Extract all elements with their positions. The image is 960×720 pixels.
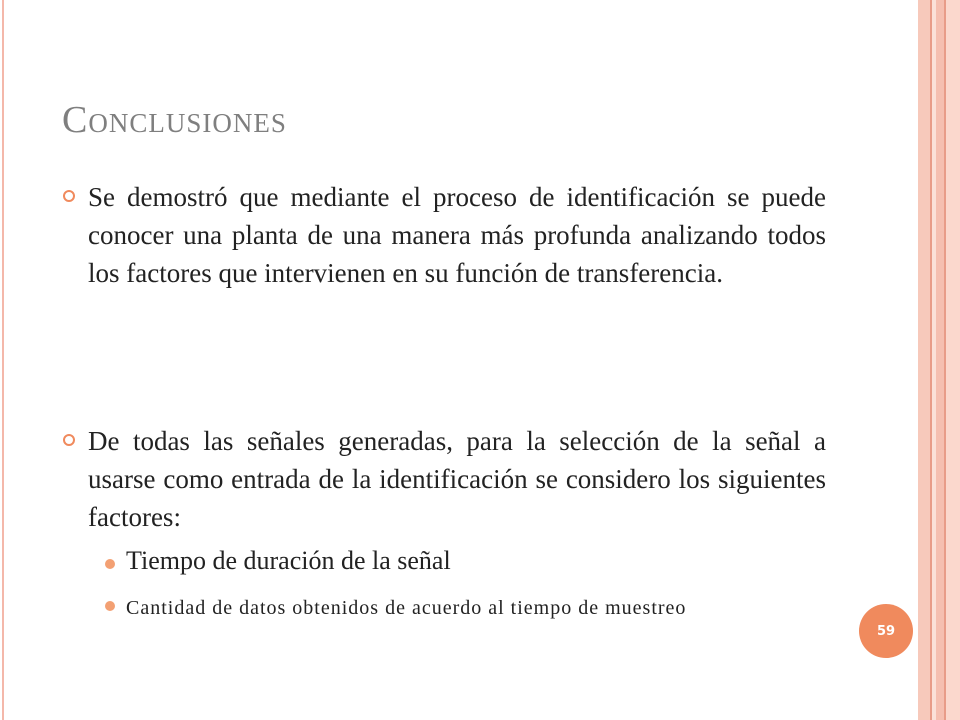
bullet-text: De todas las señales generadas, para la selección de la señal a usarse como entrada de la identificación se considero los siguientes factores:: [88, 426, 826, 532]
page-number-badge: 59: [859, 604, 913, 658]
left-border-rule: [2, 0, 4, 720]
slide-title: Conclusiones: [62, 99, 287, 141]
decorative-stripe: [918, 0, 930, 720]
dot-bullet-icon: [105, 601, 115, 611]
ring-bullet-icon: [63, 190, 75, 202]
dot-bullet-icon: [105, 559, 115, 569]
subbullet-text: Cantidad de datos obtenidos de acuerdo al tiempo de muestreo: [126, 597, 687, 619]
decorative-stripe: [936, 0, 944, 720]
bullet-text: Se demostró que mediante el proceso de identificación se puede conocer una planta de una manera más profunda analizando todos los factores que intervienen en su función de transferencia.: [88, 182, 826, 288]
decorative-stripe: [946, 0, 960, 720]
subbullet-text: Tiempo de duración de la señal: [126, 546, 451, 575]
ring-bullet-icon: [63, 434, 75, 446]
